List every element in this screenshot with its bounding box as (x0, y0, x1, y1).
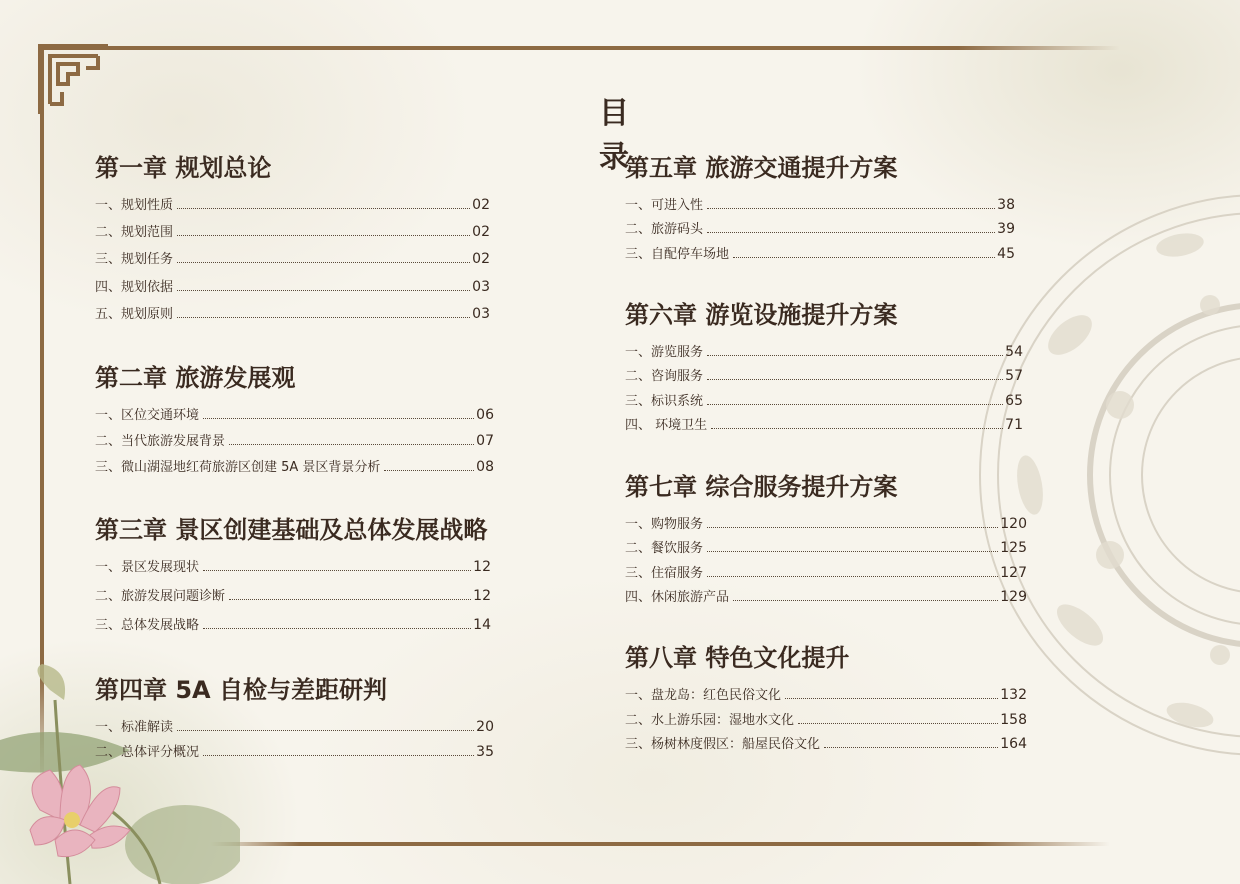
toc-entry[interactable]: 一、游览服务 54 (625, 344, 1023, 360)
toc-entry[interactable]: 二、旅游码头 39 (625, 221, 1015, 237)
chapter-8-heading[interactable]: 第八章 特色文化提升 (625, 644, 850, 672)
toc-entry[interactable]: 四、休闲旅游产品 129 (625, 589, 1027, 605)
chapter-1-heading[interactable]: 第一章 规划总论 (95, 154, 272, 182)
toc-entry[interactable]: 一、区位交通环境 06 (95, 407, 494, 423)
toc-entry[interactable]: 二、咨询服务 57 (625, 368, 1023, 384)
page-title: 目 录 (599, 96, 641, 175)
chapter-7-heading[interactable]: 第七章 综合服务提升方案 (625, 473, 898, 501)
toc-entry[interactable]: 二、总体评分概况 35 (95, 744, 494, 760)
toc-entry[interactable]: 二、水上游乐园：湿地水文化 158 (625, 712, 1027, 728)
chapter-6-heading[interactable]: 第六章 游览设施提升方案 (625, 301, 898, 329)
toc-entry[interactable]: 一、可进入性 38 (625, 197, 1015, 213)
toc-entry[interactable]: 三、规划任务 02 (95, 251, 490, 267)
toc-entry[interactable]: 四、规划依据 03 (95, 279, 490, 295)
toc-entry[interactable]: 三、总体发展战略 14 (95, 617, 491, 633)
decorative-porcelain-medallion-icon (960, 185, 1240, 765)
toc-entry[interactable]: 五、规划原则 03 (95, 306, 490, 322)
toc-entry[interactable]: 一、景区发展现状 12 (95, 559, 491, 575)
toc-entry[interactable]: 一、标准解读 20 (95, 719, 494, 735)
toc-entry[interactable]: 四、 环境卫生 71 (625, 417, 1023, 433)
toc-entry[interactable]: 二、当代旅游发展背景 07 (95, 433, 494, 449)
chapter-2-heading[interactable]: 第二章 旅游发展观 (95, 364, 296, 392)
toc-entry[interactable]: 一、规划性质 02 (95, 197, 490, 213)
toc-entry[interactable]: 三、住宿服务 127 (625, 565, 1027, 581)
toc-entry[interactable]: 二、餐饮服务 125 (625, 540, 1027, 556)
toc-entry[interactable]: 二、规划范围 02 (95, 224, 490, 240)
toc-entry[interactable]: 二、旅游发展问题诊断 12 (95, 588, 491, 604)
chapter-4-heading[interactable]: 第四章 5A 自检与差距研判 (95, 676, 387, 704)
fret-corner-ornament-icon (38, 44, 110, 116)
toc-entry[interactable]: 一、购物服务 120 (625, 516, 1027, 532)
chapter-5-heading[interactable]: 第五章 旅游交通提升方案 (625, 154, 898, 182)
toc-entry[interactable]: 三、标识系统 65 (625, 393, 1023, 409)
toc-entry[interactable]: 三、杨树林度假区：船屋民俗文化 164 (625, 736, 1027, 752)
frame-bottom-rule (210, 842, 1110, 846)
toc-entry[interactable]: 三、自配停车场地 45 (625, 246, 1015, 262)
frame-top-rule (40, 46, 1120, 50)
toc-entry[interactable]: 三、微山湖湿地红荷旅游区创建 5A 景区背景分析 08 (95, 459, 494, 475)
chapter-3-heading[interactable]: 第三章 景区创建基础及总体发展战略 (95, 516, 488, 544)
toc-entry[interactable]: 一、盘龙岛：红色民俗文化 132 (625, 687, 1027, 703)
